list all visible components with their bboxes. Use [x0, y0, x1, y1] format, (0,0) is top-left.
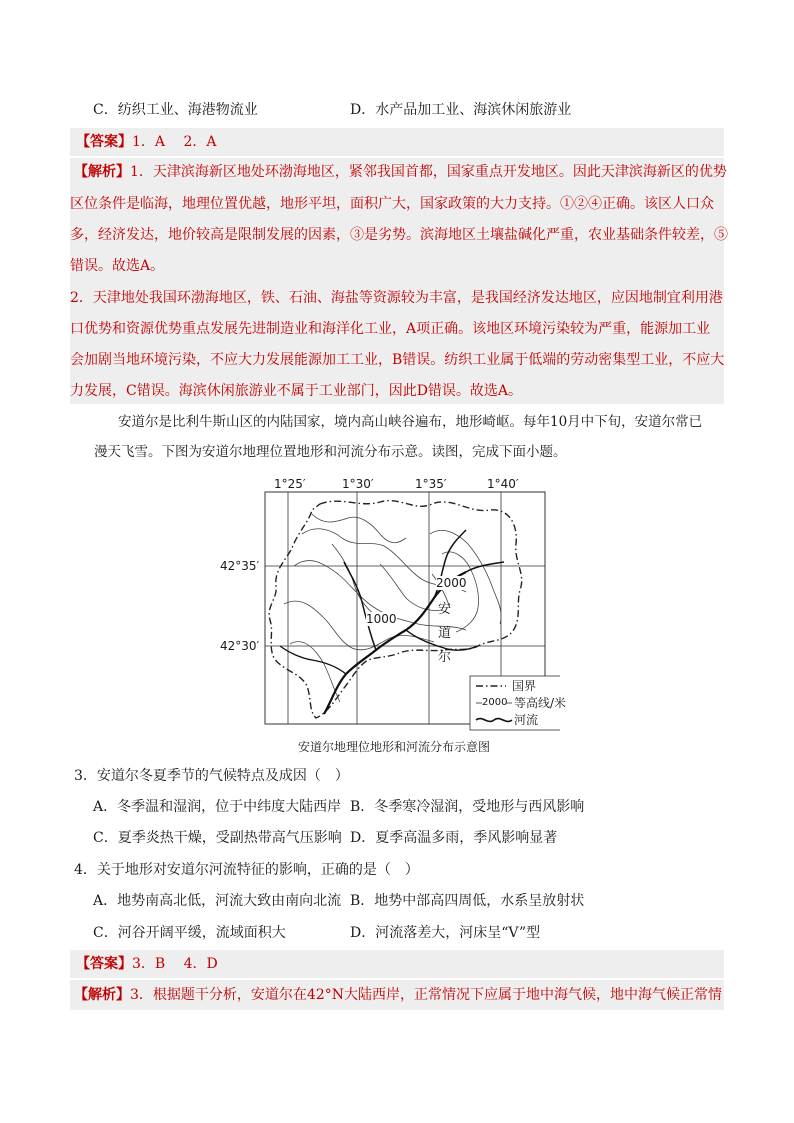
map-graphic: [220, 474, 560, 742]
lon-label: 1°25′: [274, 477, 306, 491]
answer-tag: 【答案】: [76, 956, 132, 972]
q3-option-b: B．冬季寒冷湿润，受地形与西风影响: [350, 799, 585, 815]
map-caption: 安道尔地理位地形和河流分布示意图: [298, 740, 491, 754]
answer-block-1: [70, 128, 724, 156]
legend-contour: 等高线/米: [514, 696, 567, 710]
analysis-line: 力发展，C错误。海滨休闲旅游业不属于工业部门，因此D错误。故选A。: [70, 383, 523, 399]
q4-option-a: A．地势南高北低，河流大致由南向北流: [93, 893, 342, 909]
legend-border: 国界: [512, 679, 537, 693]
analysis-line: 2．天津地处我国环渤海地区，铁、石油、海盐等资源较为丰富，是我国经济发达地区，应因地制宜利用港: [70, 290, 723, 306]
analysis-block-1: [70, 158, 728, 404]
analysis-block-2: [70, 980, 724, 1010]
contour-label-2000: 2000: [436, 576, 467, 590]
q2-option-d: D．水产品加工业、海滨休闲旅游业: [350, 102, 572, 118]
q3-option-a: A．冬季温和湿润，位于中纬度大陆西岸: [93, 799, 342, 815]
intro-line: 安道尔是比利牛斯山区的内陆国家，境内高山峡谷遍布，地形崎岖。每年10月中下旬，安道尔常已: [118, 414, 703, 430]
lon-label: 1°35′: [415, 477, 447, 491]
lat-label: 42°35′: [220, 559, 260, 573]
legend-river: 河流: [514, 713, 539, 727]
answer-tag: 【答案】: [76, 134, 132, 150]
q4-option-b: B．地势中部高四周低，水系呈放射状: [350, 893, 585, 909]
q3-option-c: C．夏季炎热干燥，受副热带高气压影响: [93, 830, 342, 846]
lon-label: 1°40′: [487, 477, 519, 491]
answer-text: 1．A 2．A: [132, 134, 217, 150]
answer-block-2: [70, 950, 724, 978]
q4-option-d: D．河流落差大，河床呈“V”型: [350, 925, 541, 941]
lon-label: 1°30′: [342, 477, 374, 491]
answer-text: 3．B 4．D: [132, 956, 218, 972]
q3-stem: 3．安道尔冬夏季节的气候特点及成因（ ）: [74, 768, 349, 784]
analysis-tag: 【解析】: [74, 164, 130, 180]
analysis-line: 错误。故选A。: [70, 258, 165, 274]
country-name-char: 安: [438, 602, 452, 617]
q4-stem: 4．关于地形对安道尔河流特征的影响，正确的是（ ）: [74, 862, 419, 878]
contour-label-1000: 1000: [366, 612, 397, 626]
analysis-line: 多，经济发达，地价较高是限制发展的因素，③是劣势。滨海地区土壤盐碱化严重，农业基础条件较差，⑤: [70, 227, 728, 243]
q2-option-c: C．纺织工业、海港物流业: [93, 102, 258, 118]
q3-option-d: D．夏季高温多雨，季风影响显著: [350, 830, 558, 846]
legend-contour-sample: 2000: [482, 697, 508, 708]
analysis-line: 会加剧当地环境污染，不应大力发展能源加工工业，B错误。纺织工业属于低端的劳动密集型工业，不应大: [70, 352, 725, 368]
analysis-line: 区位条件是临海，地理位置优越，地形平坦，面积广大，国家政策的大力支持。①②④正确。该区人口众: [70, 196, 714, 212]
analysis-line: 3．根据题干分析，安道尔在42°N大陆西岸，正常情况下应属于地中海气候，地中海气候正常情: [130, 987, 722, 1003]
country-name-char: 道: [438, 626, 452, 641]
q4-option-c: C．河谷开阔平缓，流域面积大: [93, 925, 286, 941]
andorra-map: [220, 474, 567, 742]
analysis-line: 1．天津滨海新区地处环渤海地区，紧邻我国首都，国家重点开发地区。因此天津滨海新区的优势: [130, 164, 727, 180]
analysis-line: 口优势和资源优势重点发展先进制造业和海洋化工业，A项正确。该地区环境污染较为严重，能源加工业: [70, 321, 711, 337]
country-name-char: 尔: [438, 650, 452, 665]
lat-label: 42°30′: [220, 639, 260, 653]
intro-line: 漫天飞雪。下图为安道尔地理位置地形和河流分布示意。读图，完成下面小题。: [94, 444, 567, 460]
analysis-tag: 【解析】: [74, 987, 130, 1003]
